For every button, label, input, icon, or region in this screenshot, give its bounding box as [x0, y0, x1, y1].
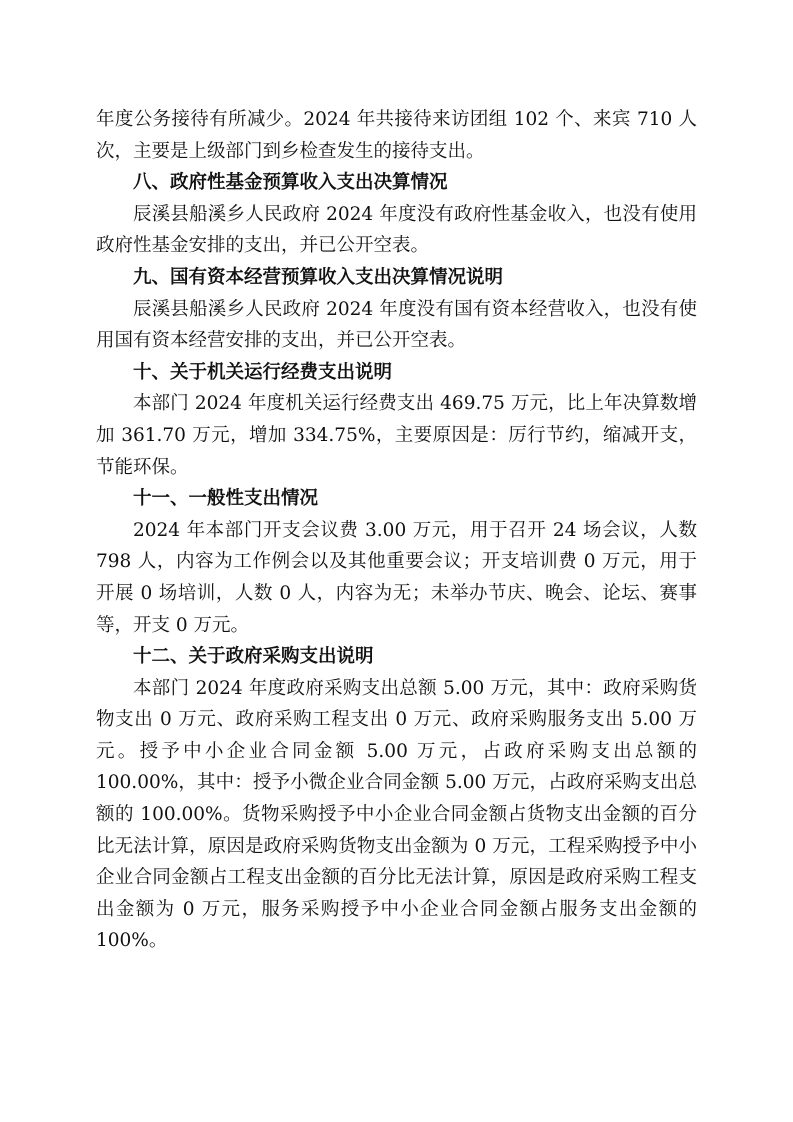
section-heading-9: 九、国有资本经营预算收入支出决算情况说明: [133, 266, 504, 288]
section-heading-8: 八、政府性基金预算收入支出决算情况: [133, 172, 448, 194]
body-paragraph-1: 年度公务接待有所减少。2024 年共接待来访团组 102 个、来宾 710 人次，主要是上级部门到乡检查发生的接待支出。: [96, 109, 697, 162]
section-heading-10: 十、关于机关运行经费支出说明: [133, 361, 393, 383]
body-paragraph-3: 辰溪县船溪乡人民政府 2024 年度没有国有资本经营收入，也没有使用国有资本经营安排的支出，并已公开空表。: [96, 298, 697, 352]
section-heading-11: 十一、一般性支出情况: [133, 488, 319, 510]
body-paragraph-2: 辰溪县船溪乡人民政府 2024 年度没有政府性基金收入，也没有使用政府性基金安排的支出，并已公开空表。: [96, 203, 697, 257]
section-heading-12: 十二、关于政府采购支出说明: [133, 646, 374, 668]
body-paragraph-6: 本部门 2024 年度政府采购支出总额 5.00 万元，其中：政府采购货物支出 0 万元、政府采购工程支出 0 万元、政府采购服务支出 5.00 万元。授予中小企业合同金额 5.00 万元，占政府采购支出总额的 100.00%，其中：授予小微企业合同金额 5.00 万元，占政府采购支出总额的 100.00%。货物采购授予中小企业合同金额占货物支出金额的百分比无法计算，原因是政府采购货物支出金额为 0 万元，工程采购授予中小企业合同金额占工程支出金额的百分比无法计算，原因是政府采购工程支出金额为 0 万元，服务采购授予中小企业合同金额占服务支出金额的 100%。: [96, 677, 697, 952]
body-paragraph-5: 2024 年本部门开支会议费 3.00 万元，用于召开 24 场会议，人数 798 人，内容为工作例会以及其他重要会议；开支培训费 0 万元，用于开展 0 场培训，人数 0 人，内容为无；未举办节庆、晚会、论坛、赛事等，开支 0 万元。: [96, 519, 697, 636]
body-paragraph-4: 本部门 2024 年度机关运行经费支出 469.75 万元，比上年决算数增加 361.70 万元，增加 334.75%，主要原因是：厉行节约，缩减开支，节能环保。: [96, 393, 697, 478]
document-content: [96, 104, 697, 957]
